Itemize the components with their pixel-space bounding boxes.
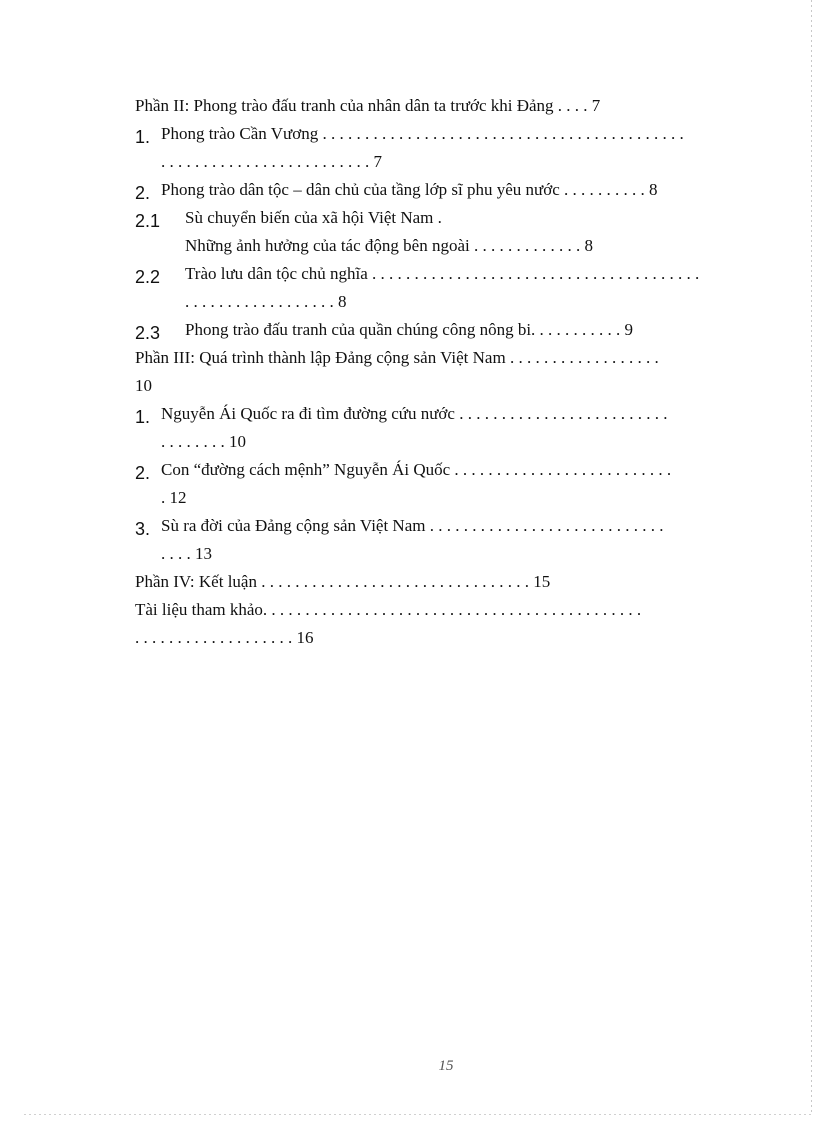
toc-item-dan-toc-dan-chu: Phong trào dân tộc – dân chủ của tầng lớp sĩ phu yêu nước . . . . . . . . . . 8 bbox=[161, 180, 658, 199]
page-edge-right bbox=[811, 0, 812, 1115]
toc-item-trao-luu-page: . . . . . . . . . . . . . . . . . . 8 bbox=[185, 292, 347, 311]
toc-item-number: 2.2 bbox=[135, 267, 161, 287]
toc-part3-title: Phần III: Quá trình thành lập Đảng cộng sản Việt Nam . . . . . . . . . . . . . . . . . . bbox=[135, 348, 659, 367]
toc-item-ra-doi-dang-page: . . . . 13 bbox=[161, 544, 212, 563]
page-edge-bottom bbox=[24, 1114, 812, 1115]
toc-item-cong-nong: Phong trào đấu tranh của quần chúng công nông bi. . . . . . . . . . . 9 bbox=[185, 320, 634, 339]
toc-item-cần-vương-page: . . . . . . . . . . . . . . . . . . . . . . . . . 7 bbox=[161, 152, 382, 171]
toc-part4-title: Phần IV: Kết luận . . . . . . . . . . . . . . . . . . . . . . . . . . . . . . . . 15 bbox=[135, 572, 551, 591]
toc-item-tim-duong: Nguyễn Ái Quốc ra đi tìm đường cứu nước . . . . . . . . . . . . . . . . . . . . . . . . . bbox=[161, 404, 668, 423]
toc-references-page: . . . . . . . . . . . . . . . . . . . 16 bbox=[135, 628, 314, 647]
page-number: 15 bbox=[438, 1058, 454, 1074]
toc-item-chuyen-bien: Sù chuyển biến của xã hội Việt Nam . bbox=[185, 208, 442, 227]
toc-part2-title: Phần II: Phong trào đấu tranh của nhân dân ta trước khi Đảng . . . . 7 bbox=[135, 96, 601, 115]
toc-part3-page: 10 bbox=[135, 376, 152, 395]
toc-item-duong-cach-menh-page: . 12 bbox=[161, 488, 187, 507]
toc-item-duong-cach-menh: Con “đường cách mệnh” Nguyễn Ái Quốc . . . . . . . . . . . . . . . . . . . . . . . . . . bbox=[161, 460, 672, 479]
toc-item-tim-duong-page: . . . . . . . . 10 bbox=[161, 432, 246, 451]
toc-item-number: 2. bbox=[135, 183, 151, 203]
toc-item-trao-luu: Trào lưu dân tộc chủ nghĩa . . . . . . . . . . . . . . . . . . . . . . . . . . . . . . . . . . . . . . . bbox=[185, 264, 700, 283]
toc-item-number: 2.1 bbox=[135, 211, 161, 231]
toc-item-number: 1. bbox=[135, 127, 151, 147]
toc-item-number: 3. bbox=[135, 519, 151, 539]
toc-item-number: 1. bbox=[135, 407, 151, 427]
toc-item-number: 2. bbox=[135, 463, 151, 483]
toc-item-number: 2.3 bbox=[135, 323, 161, 343]
toc-item-anh-huong: Những ảnh hưởng của tác động bên ngoài . . . . . . . . . . . . . 8 bbox=[185, 236, 593, 255]
toc-references: Tài liệu tham khảo. . . . . . . . . . . . . . . . . . . . . . . . . . . . . . . . . . . . . . . . . . . . . bbox=[135, 600, 642, 619]
toc-item-cần-vương: Phong trào Cần Vương . . . . . . . . . . . . . . . . . . . . . . . . . . . . . . . . . . . . . . . . . . . bbox=[161, 124, 684, 143]
toc-item-ra-doi-dang: Sù ra đời của Đảng cộng sản Việt Nam . . . . . . . . . . . . . . . . . . . . . . . . . . . . bbox=[161, 516, 664, 535]
